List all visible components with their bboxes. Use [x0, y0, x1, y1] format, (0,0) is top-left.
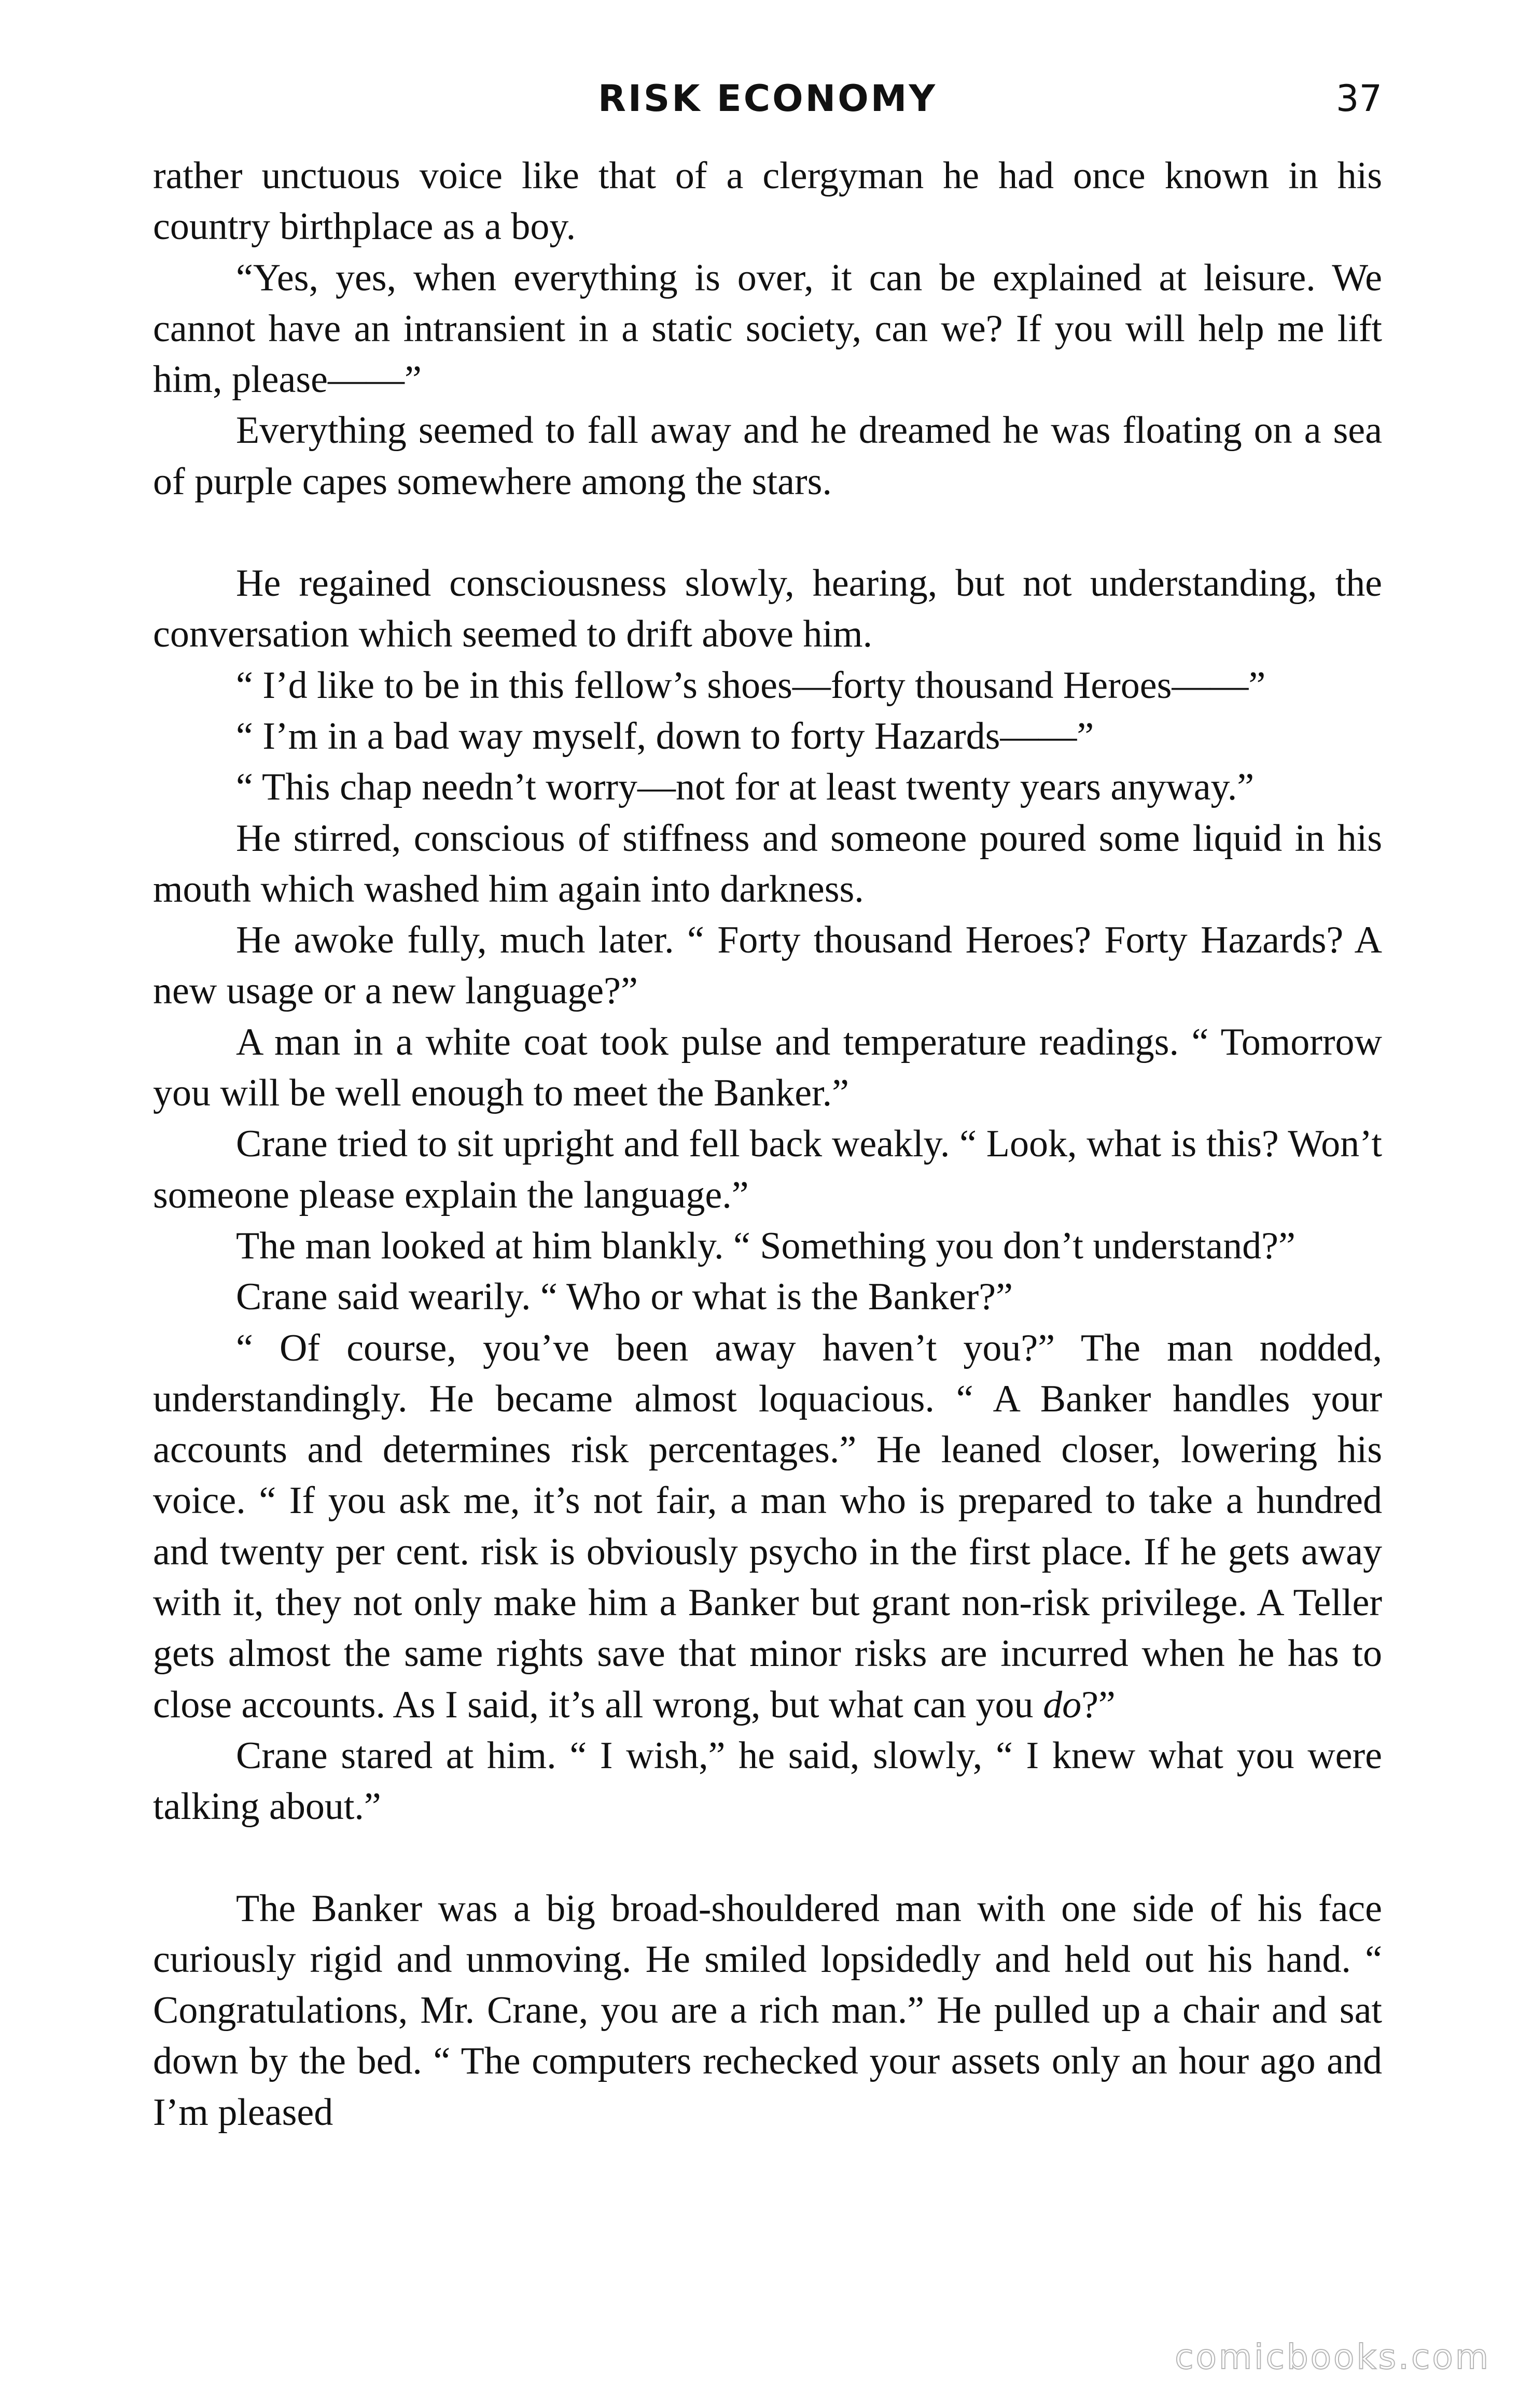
- italic-emphasis: do: [1043, 1683, 1082, 1726]
- paragraph: He regained consciousness slowly, hearing, but not understanding, the conversation which seemed to drift above him.: [153, 562, 1382, 656]
- paragraph: He stirred, conscious of stiffness and someone poured some liquid in his mouth which washed him again into darkness.: [153, 817, 1382, 911]
- book-page: [153, 73, 1382, 2138]
- paragraph: Everything seemed to fall away and he dreamed he was floating on a sea of purple capes somewhere among the stars.: [153, 409, 1382, 503]
- closing-quote: ?”: [1081, 1683, 1116, 1726]
- paragraph: rather unctuous voice like that of a clergyman he had once known in his country birthplace as a boy.: [153, 155, 1382, 248]
- paragraph: Crane said wearily. “ Who or what is the Banker?”: [236, 1276, 1013, 1319]
- body-text: [153, 150, 1382, 2138]
- paragraph: “ I’m in a bad way myself, down to forty Hazards——”: [236, 715, 1094, 758]
- paragraph: “ This chap needn’t worry—not for at least twenty years anyway.”: [236, 766, 1255, 809]
- paragraph: Crane tried to sit upright and fell back weakly. “ Look, what is this? Won’t someone please explain the language.”: [153, 1123, 1382, 1216]
- paragraph: A man in a white coat took pulse and temperature readings. “ Tomorrow you will be well enough to meet the Banker.”: [153, 1020, 1382, 1115]
- paragraph: “Yes, yes, when everything is over, it can be explained at leisure. We cannot have an intransient in a static society, can we? If you will help me lift him, please——”: [153, 256, 1382, 401]
- paragraph: “ I’d like to be in this fellow’s shoes—forty thousand Heroes——”: [236, 664, 1266, 707]
- paragraph: The Banker was a big broad-shouldered man with one side of his face curiously rigid and unmoving. He smiled lopsidedly and held out his hand. “ Congratulations, Mr. Crane, you are a rich man.” He pulled up a chair and sat down by the bed. “ The computers rechecked your assets only an hour ago and I’m pleased: [153, 1887, 1382, 2134]
- watermark: comicbooks.com: [1175, 2337, 1491, 2377]
- paragraph: He awoke fully, much later. “ Forty thousand Heroes? Forty Hazards? A new usage or a new language?”: [153, 919, 1382, 1013]
- running-head: [153, 73, 1382, 130]
- section-break: [153, 507, 1382, 558]
- paragraph: Crane stared at him. “ I wish,” he said, slowly, “ I knew what you were talking about.”: [153, 1734, 1382, 1828]
- page-number: 37: [1335, 77, 1382, 120]
- paragraph-text: “ Of course, you’ve been away haven’t you?” The man nodded, understandingly. He became almost loquacious. “ A Banker handles your accounts and determines risk percentages.” He leaned closer, lowering his voice. “ If you ask me, it’s not fair, a man who is prepared to take a hundred and twenty per cent. risk is obviously psycho in the first place. If he gets away with it, they not only make him a Banker but grant non-risk privilege. A Teller gets almost the same rights save that minor risks are incurred when he has to close accounts. As I said, it’s all wrong, but what can you: [153, 1326, 1382, 1726]
- paragraph: [153, 1323, 1382, 1730]
- section-break: [153, 1832, 1382, 1883]
- running-title: RISK ECONOMY: [597, 77, 938, 120]
- paragraph: The man looked at him blankly. “ Something you don’t understand?”: [236, 1224, 1296, 1267]
